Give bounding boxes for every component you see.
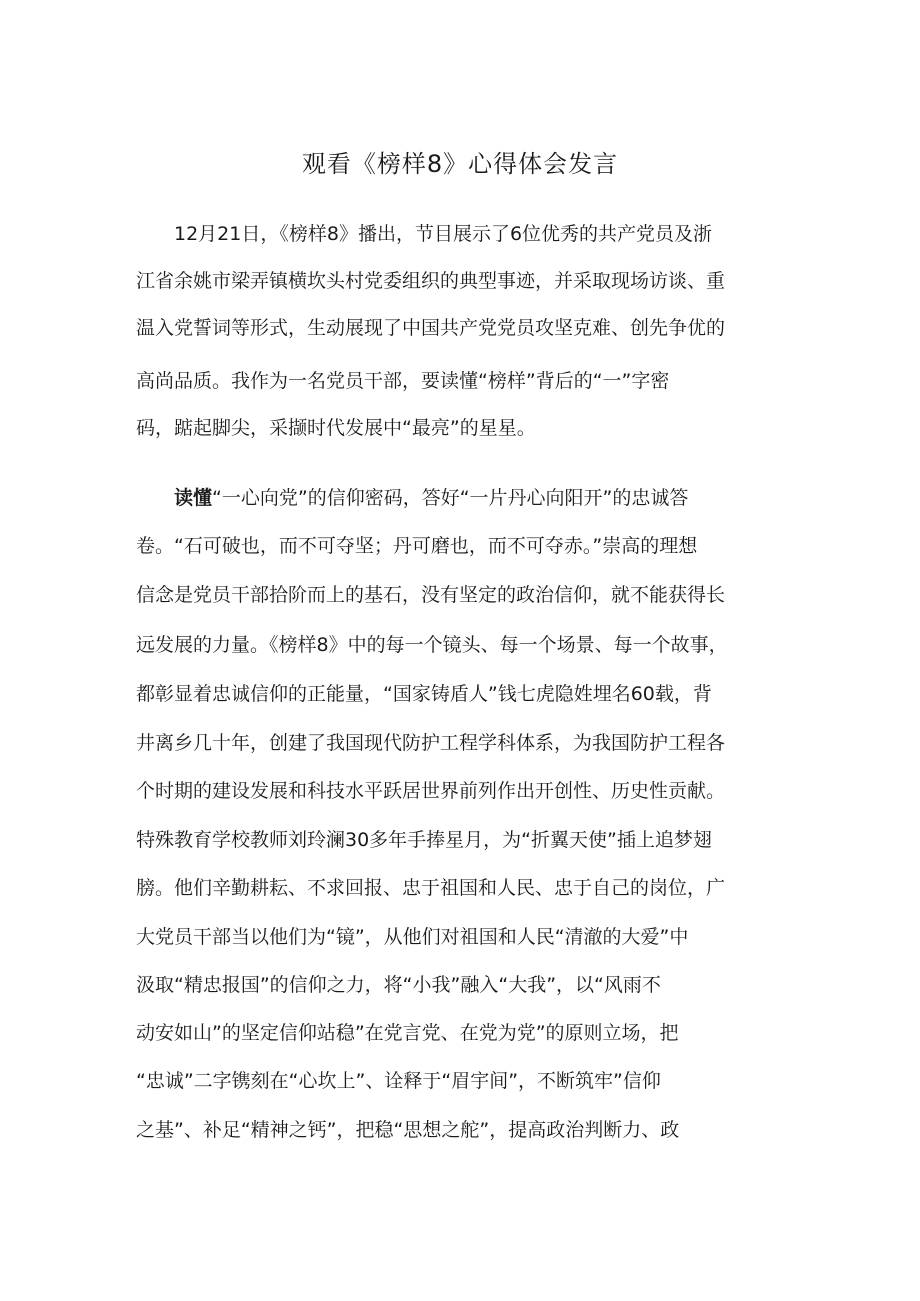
paragraph-2-line-8: 特殊教育学校教师刘玲澜30多年手捧星月，为“折翼天使”插上追梦翅: [136, 829, 712, 851]
paragraph-1-line-5: 码，踮起脚尖，采撷时代发展中“最亮”的星星。: [136, 417, 536, 439]
paragraph-2-line-4: 远发展的力量。《榜样8》中的每一个镜头、每一个场景、每一个故事，: [136, 634, 728, 656]
paragraph-2-line-10: 大党员干部当以他们为“镜”，从他们对祖国和人民“清澈的大爱”中: [136, 926, 689, 948]
paragraph-2-line-11: 汲取“精忠报国”的信仰之力，将“小我”融入“大我”，以“风雨不: [136, 974, 661, 996]
paragraph-2-lead: 读懂: [174, 487, 213, 509]
paragraph-2-line-1: [174, 483, 688, 513]
paragraph-2-line-3: 信念是党员干部拾阶而上的基石，没有坚定的政治信仰，就不能获得长: [136, 584, 726, 606]
paragraph-2-line-14: 之基”、补足“精神之钙”，把稳“思想之舵”，提高政治判断力、政: [136, 1119, 680, 1141]
document-title: 观看《榜样8》心得体会发言: [301, 150, 619, 178]
paragraph-2-line-2: 卷。“石可破也，而不可夺坚；丹可磨也，而不可夺赤。”崇高的理想: [136, 535, 698, 557]
paragraph-2-line-1-text: “一心向党”的信仰密码，答好“一片丹心向阳开”的忠诚答: [212, 487, 689, 509]
paragraph-2-line-9: 膀。他们辛勤耕耘、不求回报、忠于祖国和人民、忠于自己的岗位，广: [136, 877, 726, 899]
paragraph-1-line-2: 江省余姚市梁弄镇横坎头村党委组织的典型事迹，并采取现场访谈、重: [136, 270, 726, 292]
paragraph-2-line-12: 动安如山”的坚定信仰站稳”在党言党、在党为党”的原则立场，把: [136, 1022, 679, 1044]
paragraph-2-line-13: “忠诚”二字镌刻在“心坎上”、诠释于“眉宇间”，不断筑牢”信仰: [136, 1070, 661, 1092]
paragraph-1-line-1: 12月21日，《榜样8》播出，节目展示了6位优秀的共产党员及浙: [174, 223, 713, 245]
paragraph-2-line-5: 都彰显着忠诚信仰的正能量，“国家铸盾人”钱七虎隐姓埋名60载，背: [136, 683, 712, 705]
paragraph-1-line-4: 高尚品质。我作为一名党员干部，要读懂“榜样”背后的“一”字密: [136, 370, 670, 392]
paragraph-2-line-6: 井离乡几十年，创建了我国现代防护工程学科体系，为我国防护工程各: [136, 732, 726, 754]
paragraph-2-line-7: 个时期的建设发展和科技水平跃居世界前列作出开创性、历史性贡献。: [136, 780, 726, 802]
paragraph-1-line-3: 温入党誓词等形式，生动展现了中国共产党党员攻坚克难、创先争优的: [136, 317, 726, 339]
